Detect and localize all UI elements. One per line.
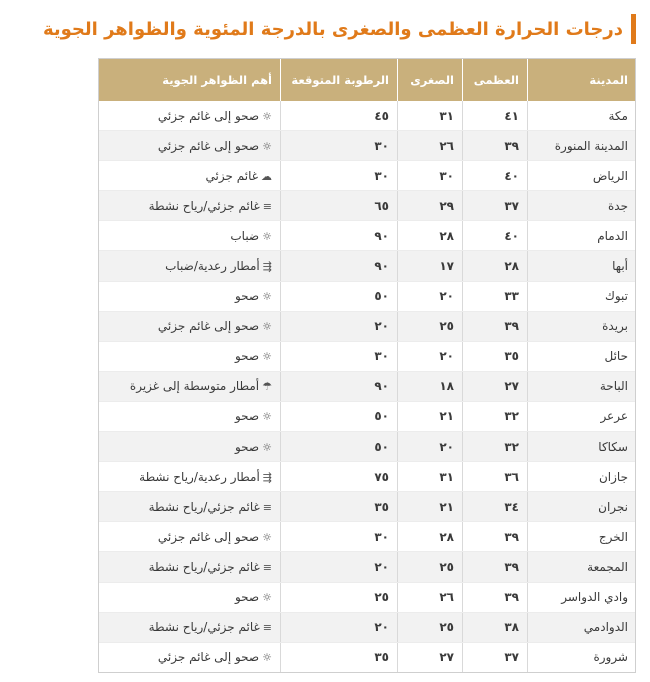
phenomenon-text: أمطار متوسطة إلى غزيرة: [129, 379, 260, 394]
sun-icon: ☼: [262, 591, 272, 605]
phenomenon-text: غائم جزئي: [205, 168, 258, 183]
min-temp-cell: ٣١: [398, 462, 463, 492]
phenomenon-text: غائم جزئي/رياح نشطة: [148, 559, 260, 574]
humidity-cell: ٣٠: [281, 161, 398, 191]
wind-icon: ≡: [262, 199, 272, 213]
table-row: [99, 101, 637, 131]
header-city: المدينة: [528, 58, 637, 101]
phenomenon-cell: [99, 101, 281, 131]
city-cell: بريدة: [528, 311, 637, 341]
table-row: [99, 462, 637, 492]
table-row: [99, 401, 637, 431]
sun-icon: ☼: [262, 350, 272, 364]
min-temp-cell: ٢٨: [398, 221, 463, 251]
phenomenon-text: غائم جزئي/رياح نشطة: [148, 499, 260, 514]
phenomenon-cell: [99, 401, 281, 431]
sun-icon: ☼: [262, 440, 272, 454]
phenomenon-text: أمطار رعدية/رياح نشطة: [139, 469, 260, 484]
city-cell: حائل: [528, 341, 637, 371]
max-temp-cell: ٣٣: [463, 281, 528, 311]
min-temp-cell: ٢٩: [398, 191, 463, 221]
city-cell: عرعر: [528, 401, 637, 431]
max-temp-cell: ٣٧: [463, 642, 528, 672]
phenomenon-cell: [99, 161, 281, 191]
header-max: العظمى: [463, 58, 528, 101]
max-temp-cell: ٣٧: [463, 191, 528, 221]
humidity-cell: ٩٠: [281, 371, 398, 401]
phenomenon-text: غائم جزئي/رياح نشطة: [148, 198, 260, 213]
phenomenon-text: أمطار رعدية/ضباب: [165, 259, 260, 274]
table-row: [99, 221, 637, 251]
table-row: [99, 552, 637, 582]
phenomenon-text: صحو إلى غائم جزئي: [157, 319, 260, 334]
table-row: [99, 492, 637, 522]
max-temp-cell: ٣٩: [463, 552, 528, 582]
humidity-cell: ٣٥: [281, 642, 398, 672]
phenomenon-cell: [99, 552, 281, 582]
phenomenon-text: صحو: [234, 590, 260, 605]
humidity-cell: ٣٠: [281, 131, 398, 161]
table-row: [99, 251, 637, 281]
humidity-cell: ٧٥: [281, 462, 398, 492]
cloud-sun-icon: ☁: [261, 169, 272, 183]
min-temp-cell: ٢٦: [398, 582, 463, 612]
humidity-cell: ٢٠: [281, 552, 398, 582]
title-bar: [43, 14, 636, 44]
title-accent-bar: [631, 14, 636, 44]
min-temp-cell: ١٨: [398, 371, 463, 401]
min-temp-cell: ٢٠: [398, 432, 463, 462]
phenomenon-cell: [99, 492, 281, 522]
city-cell: جدة: [528, 191, 637, 221]
min-temp-cell: ٢٥: [398, 612, 463, 642]
humidity-cell: ٢٠: [281, 311, 398, 341]
rain-cloud-icon: ☂: [262, 380, 272, 394]
min-temp-cell: ٢٦: [398, 131, 463, 161]
partly-cloudy-icon: ☼: [262, 139, 272, 153]
phenomenon-cell: [99, 191, 281, 221]
humidity-cell: ٥٠: [281, 401, 398, 431]
phenomenon-text: صحو إلى غائم جزئي: [157, 138, 260, 153]
weather-table: [98, 58, 636, 673]
phenomenon-cell: [99, 371, 281, 401]
city-cell: سكاكا: [528, 432, 637, 462]
max-temp-cell: ٣٩: [463, 522, 528, 552]
min-temp-cell: ٢١: [398, 492, 463, 522]
max-temp-cell: ٤٠: [463, 221, 528, 251]
city-cell: الرياض: [528, 161, 637, 191]
humidity-cell: ٣٠: [281, 341, 398, 371]
max-temp-cell: ٣٢: [463, 401, 528, 431]
humidity-cell: ٥٠: [281, 432, 398, 462]
humidity-cell: ٢٠: [281, 612, 398, 642]
table-row: [99, 341, 637, 371]
partly-cloudy-icon: ☼: [262, 530, 272, 544]
city-cell: الباحة: [528, 371, 637, 401]
phenomenon-cell: [99, 642, 281, 672]
humidity-cell: ٩٠: [281, 251, 398, 281]
phenomenon-text: صحو: [234, 289, 260, 304]
city-cell: المجمعة: [528, 552, 637, 582]
header-min: الصغرى: [398, 58, 463, 101]
max-temp-cell: ٣٩: [463, 131, 528, 161]
min-temp-cell: ٢١: [398, 401, 463, 431]
max-temp-cell: ٣٤: [463, 492, 528, 522]
min-temp-cell: ٢٥: [398, 552, 463, 582]
phenomenon-cell: [99, 221, 281, 251]
sun-icon: ☼: [262, 410, 272, 424]
city-cell: نجران: [528, 492, 637, 522]
max-temp-cell: ٣٩: [463, 311, 528, 341]
min-temp-cell: ٢٨: [398, 522, 463, 552]
phenomenon-cell: [99, 462, 281, 492]
city-cell: مكة: [528, 101, 637, 131]
wind-icon: ≡: [262, 560, 272, 574]
max-temp-cell: ٤٠: [463, 161, 528, 191]
humidity-cell: ٦٥: [281, 191, 398, 221]
humidity-cell: ٤٥: [281, 101, 398, 131]
header-humidity: الرطوبة المتوقعة: [281, 58, 398, 101]
table-row: [99, 642, 637, 672]
max-temp-cell: ٣٩: [463, 582, 528, 612]
min-temp-cell: ١٧: [398, 251, 463, 281]
table-row: [99, 432, 637, 462]
phenomenon-cell: [99, 311, 281, 341]
max-temp-cell: ٤١: [463, 101, 528, 131]
phenomenon-text: صحو: [234, 349, 260, 364]
city-cell: الخرج: [528, 522, 637, 552]
thunder-wind-icon: ⇶: [262, 260, 272, 274]
phenomenon-cell: [99, 281, 281, 311]
city-cell: الدمام: [528, 221, 637, 251]
humidity-cell: ٢٥: [281, 582, 398, 612]
min-temp-cell: ٣٠: [398, 161, 463, 191]
phenomenon-cell: [99, 341, 281, 371]
wind-icon: ≡: [262, 500, 272, 514]
thunder-wind-icon: ⇶: [262, 470, 272, 484]
table-row: [99, 582, 637, 612]
table-row: [99, 281, 637, 311]
phenomenon-text: غائم جزئي/رياح نشطة: [148, 620, 260, 635]
phenomenon-cell: [99, 131, 281, 161]
max-temp-cell: ٣٥: [463, 341, 528, 371]
humidity-cell: ٩٠: [281, 221, 398, 251]
partly-cloudy-icon: ☼: [262, 320, 272, 334]
table-row: [99, 311, 637, 341]
phenomenon-cell: [99, 432, 281, 462]
phenomenon-text: صحو: [234, 409, 260, 424]
city-cell: وادي الدواسر: [528, 582, 637, 612]
phenomenon-text: صحو: [234, 439, 260, 454]
table-row: [99, 522, 637, 552]
phenomenon-text: صحو إلى غائم جزئي: [157, 529, 260, 544]
max-temp-cell: ٢٨: [463, 251, 528, 281]
min-temp-cell: ٢٠: [398, 281, 463, 311]
phenomenon-cell: [99, 582, 281, 612]
phenomenon-cell: [99, 522, 281, 552]
table-row: [99, 131, 637, 161]
max-temp-cell: ٣٦: [463, 462, 528, 492]
max-temp-cell: ٣٨: [463, 612, 528, 642]
humidity-cell: ٥٠: [281, 281, 398, 311]
city-cell: أبها: [528, 251, 637, 281]
partly-cloudy-icon: ☼: [262, 109, 272, 123]
table-row: [99, 612, 637, 642]
city-cell: المدينة المنورة: [528, 131, 637, 161]
min-temp-cell: ٢٥: [398, 311, 463, 341]
city-cell: الدوادمي: [528, 612, 637, 642]
city-cell: تبوك: [528, 281, 637, 311]
min-temp-cell: ٢٧: [398, 642, 463, 672]
partly-cloudy-icon: ☼: [262, 651, 272, 665]
table-header-row: [99, 58, 637, 101]
humidity-cell: ٣٥: [281, 492, 398, 522]
header-phenomena: أهم الظواهر الجوية: [99, 58, 281, 101]
page-title: درجات الحرارة العظمى والصغرى بالدرجة المئوية والظواهر الجوية: [42, 18, 623, 40]
humidity-cell: ٣٠: [281, 522, 398, 552]
phenomenon-cell: [99, 251, 281, 281]
max-temp-cell: ٢٧: [463, 371, 528, 401]
table-row: [99, 191, 637, 221]
sun-icon: ☼: [262, 290, 272, 304]
phenomenon-text: صحو إلى غائم جزئي: [157, 650, 260, 665]
phenomenon-text: ضباب: [230, 228, 260, 243]
city-cell: جازان: [528, 462, 637, 492]
table-row: [99, 371, 637, 401]
city-cell: شرورة: [528, 642, 637, 672]
fog-icon: ☼: [262, 229, 272, 243]
phenomenon-text: صحو إلى غائم جزئي: [157, 108, 260, 123]
min-temp-cell: ٢٠: [398, 341, 463, 371]
phenomenon-cell: [99, 612, 281, 642]
wind-icon: ≡: [262, 621, 272, 635]
table-row: [99, 161, 637, 191]
min-temp-cell: ٣١: [398, 101, 463, 131]
max-temp-cell: ٣٢: [463, 432, 528, 462]
table-body: [99, 101, 637, 672]
